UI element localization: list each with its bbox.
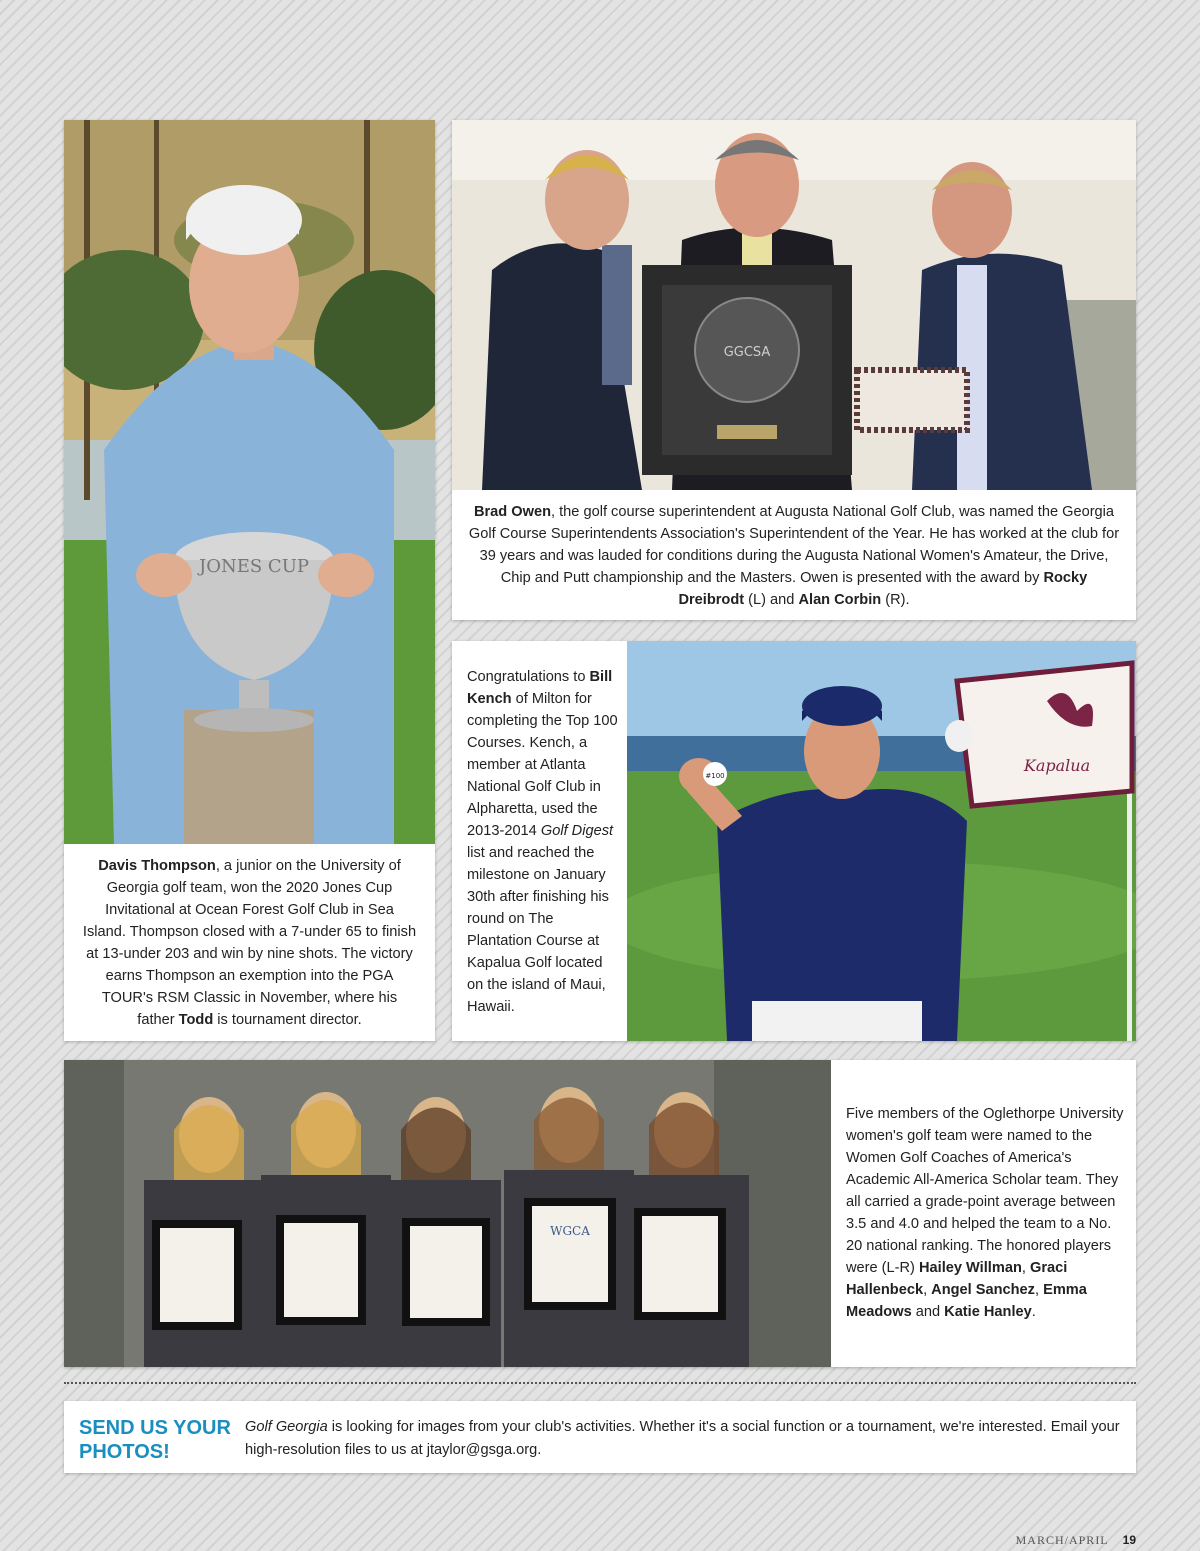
owen-name: Brad Owen xyxy=(473,504,552,520)
owen-left-presenter: Rocky Dreibrodt xyxy=(678,570,1088,608)
award-inscription: GGCSA xyxy=(723,345,771,360)
kench-name: Bill Kench xyxy=(467,669,613,707)
thompson-photo xyxy=(64,120,435,844)
thompson-caption: Davis Thompson, a junior on the University of Georgia golf team, won the 2020 Jones Cup Invitational at Ocean Forest Golf Club in Sea Island. Thompson closed with a 7-under 65 to finish at 13-under 203 and win by nine shots. The victory earns Thompson an exemption into the PGA TOUR's RSM Classic in November, where his father Todd is tournament director. xyxy=(82,858,417,1028)
owen-caption: Brad Owen, the golf course superintendent at Augusta National Golf Club, was named the Georgia Golf Course Superintendents Association's Superintendent of the Year. He has worked at the club for 39 years and was lauded for conditions during the Augusta National Women's Amateur, the Drive, Chip and Putt championship and the Masters. Owen is presented with the award by Rocky Dreibrodt (L) and Alan Corbin (R). xyxy=(468,504,1120,608)
issue-label: MARCH/APRIL xyxy=(1015,1533,1109,1547)
owen-panel xyxy=(452,120,1136,620)
trophy-inscription: JONES CUP xyxy=(199,556,309,577)
send-photos-text: Golf Georgia is looking for images from your club's activities. Whether it's a social function or a tournament, we're interested. Email your high-resolution files to us at jtaylor@gsga.org. xyxy=(245,1419,1120,1458)
page-footer xyxy=(1016,1533,1136,1548)
dotted-divider xyxy=(64,1382,1136,1384)
thompson-father-name: Todd xyxy=(178,1012,214,1028)
kench-publication: Golf Digest xyxy=(540,823,614,839)
send-publication: Golf Georgia xyxy=(245,1419,328,1435)
player-katie-hanley: Katie Hanley xyxy=(944,1304,1032,1320)
player-graci-hallenbeck: Graci Hallenbeck xyxy=(846,1260,1068,1298)
kench-photo xyxy=(627,641,1136,1041)
thompson-panel xyxy=(64,120,435,1041)
player-emma-meadows: Emma Meadows xyxy=(846,1282,1087,1320)
owen-right-presenter: Alan Corbin xyxy=(798,592,882,608)
send-photos-title: SEND US YOUR PHOTOS! xyxy=(79,1417,231,1463)
oglethorpe-panel xyxy=(64,1060,1136,1367)
owen-photo xyxy=(452,120,1136,490)
kench-caption: Congratulations to Bill Kench of Milton for completing the Top 100 Courses. Kench, a member at Atlanta National Golf Club in Alpharetta, used the 2013-2014 Golf Digest list and reached the milestone on January 30th after finishing his round on The Plantation Course at Kapalua Golf located on the island of Maui, Hawaii. xyxy=(467,669,618,1015)
page-number: 19 xyxy=(1122,1533,1136,1547)
flag-text: Kapalua xyxy=(1023,756,1091,775)
oglethorpe-photo xyxy=(64,1060,831,1367)
thompson-name: Davis Thompson xyxy=(98,858,216,874)
player-hailey-willman: Hailey Willman xyxy=(918,1260,1022,1276)
golf-ball-text: #100 xyxy=(705,772,725,780)
kench-panel xyxy=(452,641,1136,1041)
plaque-text: WGCA xyxy=(550,1224,590,1238)
oglethorpe-caption: Five members of the Oglethorpe University women's golf team were named to the Women Golf Coaches of America's Academic All-America Scholar team. They all carried a grade-point average between 3.5 and 4.0 and helped the team to a No. 20 national ranking. The honored players were (L-R) Hailey Willman, Graci Hallenbeck, Angel Sanchez, Emma Meadows and Katie Hanley. xyxy=(846,1106,1124,1320)
player-angel-sanchez: Angel Sanchez xyxy=(931,1282,1035,1298)
